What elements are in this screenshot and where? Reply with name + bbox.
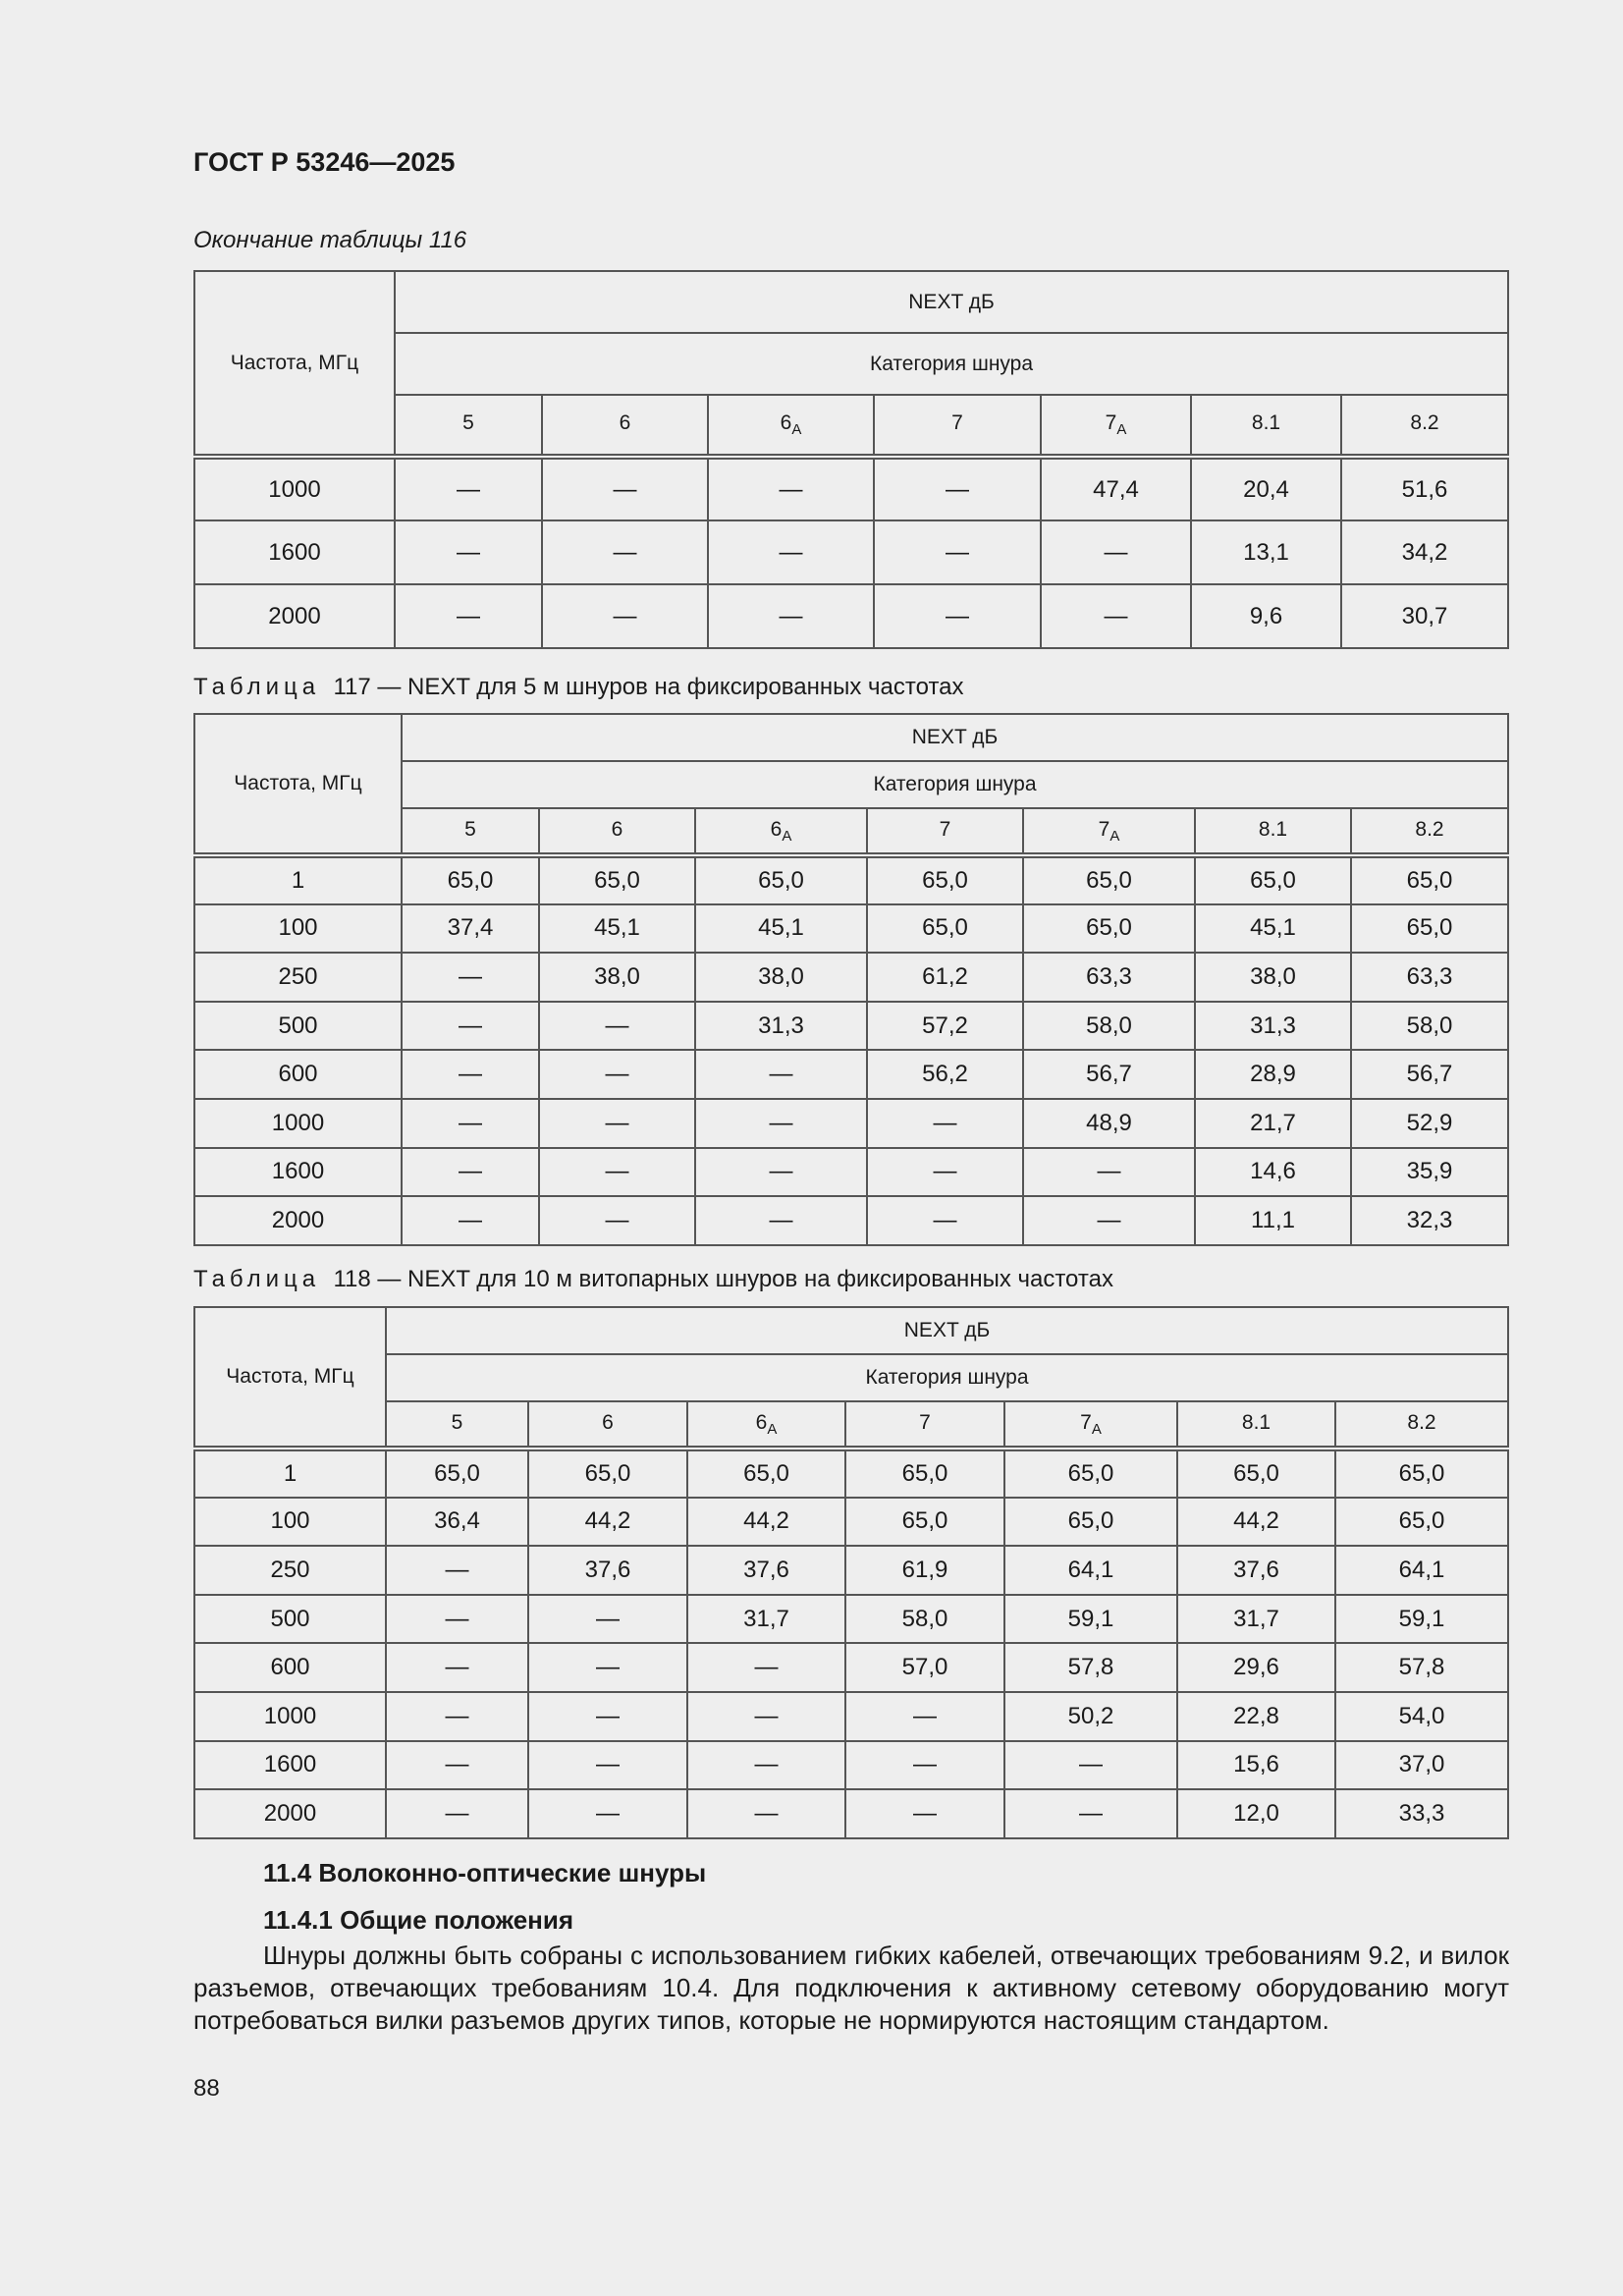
value-cell: 65,0: [1004, 1498, 1177, 1547]
table-row: [194, 1002, 1508, 1051]
value-cell: —: [395, 584, 542, 648]
table-row: [194, 1643, 1508, 1692]
table-row: [194, 1196, 1508, 1245]
table-row: [194, 904, 1508, 954]
value-cell: —: [542, 520, 708, 584]
frequency-cell: 500: [194, 1595, 386, 1644]
value-cell: 13,1: [1191, 520, 1341, 584]
value-cell: 33,3: [1335, 1789, 1508, 1838]
frequency-header: Частота, МГц: [194, 1307, 386, 1449]
value-cell: 11,1: [1195, 1196, 1351, 1245]
table-row: [194, 1148, 1508, 1197]
frequency-cell: 500: [194, 1002, 402, 1051]
category-label: 8.1: [1177, 1401, 1335, 1449]
table-row: [194, 1741, 1508, 1790]
value-cell: —: [874, 584, 1041, 648]
value-cell: —: [695, 1050, 867, 1099]
value-cell: 44,2: [1177, 1498, 1335, 1547]
value-cell: —: [395, 520, 542, 584]
value-cell: 44,2: [528, 1498, 687, 1547]
value-cell: —: [402, 1099, 539, 1148]
value-cell: 38,0: [539, 953, 695, 1002]
value-cell: 64,1: [1335, 1546, 1508, 1595]
value-cell: 59,1: [1335, 1595, 1508, 1644]
value-cell: 64,1: [1004, 1546, 1177, 1595]
value-cell: 65,0: [1351, 855, 1508, 904]
value-cell: 57,8: [1335, 1643, 1508, 1692]
value-cell: —: [539, 1099, 695, 1148]
value-cell: 48,9: [1023, 1099, 1195, 1148]
value-cell: —: [1023, 1148, 1195, 1197]
table-row: [194, 520, 1508, 584]
value-cell: 47,4: [1041, 457, 1191, 520]
table-row: [194, 1099, 1508, 1148]
value-cell: 51,6: [1341, 457, 1508, 520]
value-cell: 31,3: [695, 1002, 867, 1051]
value-cell: —: [1041, 584, 1191, 648]
category-label: 7: [867, 808, 1023, 855]
table-row: [194, 1050, 1508, 1099]
value-cell: —: [386, 1546, 528, 1595]
frequency-cell: 1600: [194, 520, 395, 584]
value-cell: 44,2: [687, 1498, 845, 1547]
category-label: 8.2: [1351, 808, 1508, 855]
value-cell: 65,0: [402, 855, 539, 904]
frequency-cell: 1: [194, 855, 402, 904]
category-label: 6: [542, 395, 708, 457]
value-cell: 14,6: [1195, 1148, 1351, 1197]
category-header: Категория шнура: [402, 761, 1508, 808]
value-cell: 37,6: [1177, 1546, 1335, 1595]
value-cell: 59,1: [1004, 1595, 1177, 1644]
value-cell: —: [539, 1002, 695, 1051]
value-cell: —: [687, 1692, 845, 1741]
table-row: [194, 584, 1508, 648]
category-label: 8.1: [1195, 808, 1351, 855]
value-cell: 20,4: [1191, 457, 1341, 520]
table117-caption: Таблица 117 — NEXT для 5 м шнуров на фиксированных частотах: [193, 674, 964, 700]
value-cell: 56,2: [867, 1050, 1023, 1099]
value-cell: 35,9: [1351, 1148, 1508, 1197]
next-header: NEXT дБ: [402, 714, 1508, 761]
value-cell: —: [874, 520, 1041, 584]
value-cell: —: [539, 1050, 695, 1099]
frequency-header: Частота, МГц: [194, 271, 395, 457]
table-118: [193, 1306, 1509, 1839]
category-label: 5: [402, 808, 539, 855]
value-cell: 38,0: [695, 953, 867, 1002]
value-cell: —: [402, 1002, 539, 1051]
value-cell: 38,0: [1195, 953, 1351, 1002]
value-cell: 37,0: [1335, 1741, 1508, 1790]
value-cell: —: [386, 1741, 528, 1790]
value-cell: 45,1: [1195, 904, 1351, 954]
value-cell: 65,0: [1023, 855, 1195, 904]
table-row: [194, 1449, 1508, 1498]
value-cell: —: [386, 1692, 528, 1741]
category-label: $7_A$: [1041, 395, 1191, 457]
frequency-cell: 1000: [194, 1099, 402, 1148]
frequency-cell: 1600: [194, 1148, 402, 1197]
value-cell: —: [402, 1148, 539, 1197]
value-cell: 58,0: [1023, 1002, 1195, 1051]
table-116: [193, 270, 1509, 649]
category-label: 5: [386, 1401, 528, 1449]
category-label: 6: [528, 1401, 687, 1449]
document-header: ГОСТ Р 53246—2025: [193, 147, 456, 177]
category-label: 8.1: [1191, 395, 1341, 457]
value-cell: 65,0: [386, 1449, 528, 1498]
value-cell: —: [528, 1789, 687, 1838]
table-row: [194, 457, 1508, 520]
value-cell: 65,0: [845, 1498, 1004, 1547]
next-header: NEXT дБ: [395, 271, 1508, 333]
value-cell: 65,0: [1004, 1449, 1177, 1498]
frequency-cell: 2000: [194, 1789, 386, 1838]
value-cell: —: [687, 1789, 845, 1838]
value-cell: 21,7: [1195, 1099, 1351, 1148]
value-cell: —: [402, 1196, 539, 1245]
value-cell: —: [867, 1148, 1023, 1197]
category-label: $6_A$: [695, 808, 867, 855]
table-row: [194, 953, 1508, 1002]
value-cell: —: [845, 1692, 1004, 1741]
value-cell: 9,6: [1191, 584, 1341, 648]
next-header: NEXT дБ: [386, 1307, 1508, 1354]
value-cell: 52,9: [1351, 1099, 1508, 1148]
value-cell: 37,4: [402, 904, 539, 954]
category-header: Категория шнура: [395, 333, 1508, 395]
value-cell: 65,0: [867, 855, 1023, 904]
value-cell: —: [687, 1643, 845, 1692]
value-cell: 65,0: [1195, 855, 1351, 904]
value-cell: 32,3: [1351, 1196, 1508, 1245]
category-label: 6: [539, 808, 695, 855]
value-cell: —: [386, 1595, 528, 1644]
value-cell: —: [395, 457, 542, 520]
value-cell: 63,3: [1351, 953, 1508, 1002]
value-cell: —: [1023, 1196, 1195, 1245]
category-label: $6_A$: [708, 395, 874, 457]
value-cell: —: [402, 953, 539, 1002]
section-heading-11-4: 11.4 Волоконно-оптические шнуры: [263, 1858, 707, 1887]
value-cell: —: [867, 1196, 1023, 1245]
table-row: [194, 1498, 1508, 1547]
table118-caption: Таблица 118 — NEXT для 10 м витопарных шнуров на фиксированных частотах: [193, 1266, 1113, 1292]
table-row: [194, 1692, 1508, 1741]
value-cell: 22,8: [1177, 1692, 1335, 1741]
value-cell: 65,0: [695, 855, 867, 904]
value-cell: 56,7: [1023, 1050, 1195, 1099]
value-cell: 15,6: [1177, 1741, 1335, 1790]
frequency-cell: 250: [194, 953, 402, 1002]
value-cell: 45,1: [539, 904, 695, 954]
value-cell: —: [1004, 1789, 1177, 1838]
frequency-header: Частота, МГц: [194, 714, 402, 855]
value-cell: 36,4: [386, 1498, 528, 1547]
frequency-cell: 1600: [194, 1741, 386, 1790]
value-cell: 57,0: [845, 1643, 1004, 1692]
value-cell: —: [542, 584, 708, 648]
frequency-cell: 1: [194, 1449, 386, 1498]
value-cell: 65,0: [528, 1449, 687, 1498]
category-label: $7_A$: [1023, 808, 1195, 855]
table-row: [194, 1789, 1508, 1838]
value-cell: —: [695, 1196, 867, 1245]
value-cell: 61,9: [845, 1546, 1004, 1595]
value-cell: 12,0: [1177, 1789, 1335, 1838]
value-cell: —: [867, 1099, 1023, 1148]
frequency-cell: 600: [194, 1050, 402, 1099]
value-cell: 65,0: [539, 855, 695, 904]
value-cell: —: [695, 1148, 867, 1197]
value-cell: 28,9: [1195, 1050, 1351, 1099]
frequency-cell: 1000: [194, 1692, 386, 1741]
category-label: 8.2: [1341, 395, 1508, 457]
category-label: 5: [395, 395, 542, 457]
value-cell: —: [708, 584, 874, 648]
category-label: $7_A$: [1004, 1401, 1177, 1449]
value-cell: 61,2: [867, 953, 1023, 1002]
frequency-cell: 250: [194, 1546, 386, 1595]
value-cell: 58,0: [1351, 1002, 1508, 1051]
frequency-cell: 600: [194, 1643, 386, 1692]
value-cell: —: [874, 457, 1041, 520]
page-number: 88: [193, 2075, 220, 2102]
frequency-cell: 2000: [194, 584, 395, 648]
value-cell: 65,0: [687, 1449, 845, 1498]
value-cell: 37,6: [687, 1546, 845, 1595]
category-label: $6_A$: [687, 1401, 845, 1449]
value-cell: —: [708, 520, 874, 584]
value-cell: 54,0: [1335, 1692, 1508, 1741]
value-cell: —: [695, 1099, 867, 1148]
value-cell: —: [542, 457, 708, 520]
value-cell: —: [386, 1643, 528, 1692]
value-cell: —: [1041, 520, 1191, 584]
value-cell: 65,0: [1335, 1498, 1508, 1547]
value-cell: 57,2: [867, 1002, 1023, 1051]
value-cell: —: [528, 1595, 687, 1644]
section-heading-11-4-1: 11.4.1 Общие положения: [263, 1905, 574, 1935]
table-117: [193, 713, 1509, 1246]
value-cell: —: [687, 1741, 845, 1790]
value-cell: —: [528, 1692, 687, 1741]
value-cell: 65,0: [845, 1449, 1004, 1498]
value-cell: 31,3: [1195, 1002, 1351, 1051]
value-cell: —: [1004, 1741, 1177, 1790]
frequency-cell: 2000: [194, 1196, 402, 1245]
category-label: 8.2: [1335, 1401, 1508, 1449]
frequency-cell: 100: [194, 904, 402, 954]
value-cell: 30,7: [1341, 584, 1508, 648]
category-label: 7: [874, 395, 1041, 457]
value-cell: 34,2: [1341, 520, 1508, 584]
table-row: [194, 1595, 1508, 1644]
value-cell: —: [402, 1050, 539, 1099]
value-cell: 37,6: [528, 1546, 687, 1595]
value-cell: —: [528, 1741, 687, 1790]
section-paragraph: Шнуры должны быть собраны с использованием гибких кабелей, отвечающих требованиям 9.2, и вилок разъемов, отвечающих требованиям 10.4. Для подключения к активному сетевому оборудованию могут потребоваться вилки разъемов других типов, которые не нормируются настоящим стандартом.: [193, 1941, 1509, 2035]
category-header: Категория шнура: [386, 1354, 1508, 1401]
value-cell: 65,0: [1351, 904, 1508, 954]
value-cell: —: [845, 1741, 1004, 1790]
value-cell: 45,1: [695, 904, 867, 954]
value-cell: 31,7: [687, 1595, 845, 1644]
frequency-cell: 1000: [194, 457, 395, 520]
value-cell: 63,3: [1023, 953, 1195, 1002]
value-cell: 56,7: [1351, 1050, 1508, 1099]
category-row: [194, 1401, 1508, 1449]
value-cell: 65,0: [867, 904, 1023, 954]
value-cell: —: [386, 1789, 528, 1838]
value-cell: 65,0: [1177, 1449, 1335, 1498]
table-row: [194, 1546, 1508, 1595]
value-cell: —: [708, 457, 874, 520]
value-cell: 29,6: [1177, 1643, 1335, 1692]
value-cell: —: [845, 1789, 1004, 1838]
value-cell: 50,2: [1004, 1692, 1177, 1741]
value-cell: 31,7: [1177, 1595, 1335, 1644]
category-label: 7: [845, 1401, 1004, 1449]
value-cell: 65,0: [1335, 1449, 1508, 1498]
value-cell: 58,0: [845, 1595, 1004, 1644]
value-cell: 57,8: [1004, 1643, 1177, 1692]
table116-caption: Окончание таблицы 116: [193, 227, 467, 253]
frequency-cell: 100: [194, 1498, 386, 1547]
value-cell: —: [539, 1148, 695, 1197]
value-cell: 65,0: [1023, 904, 1195, 954]
value-cell: —: [528, 1643, 687, 1692]
table-row: [194, 855, 1508, 904]
value-cell: —: [539, 1196, 695, 1245]
